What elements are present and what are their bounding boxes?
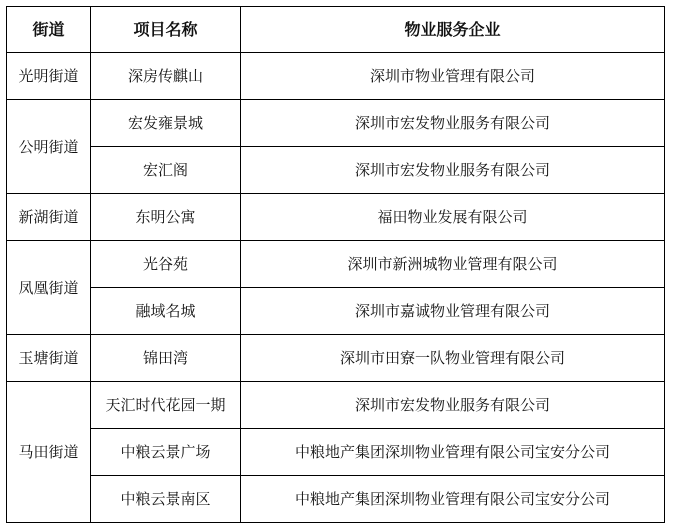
company-cell: 深圳市宏发物业服务有限公司 — [241, 147, 665, 194]
header-project: 项目名称 — [91, 7, 241, 53]
company-cell: 福田物业发展有限公司 — [241, 194, 665, 241]
header-street: 街道 — [7, 7, 91, 53]
company-cell: 深圳市田寮一队物业管理有限公司 — [241, 335, 665, 382]
street-cell: 公明街道 — [7, 100, 91, 194]
company-cell: 中粮地产集团深圳物业管理有限公司宝安分公司 — [241, 476, 665, 523]
street-cell: 玉塘街道 — [7, 335, 91, 382]
property-service-table — [6, 6, 665, 523]
table-row — [7, 429, 665, 476]
project-cell: 中粮云景南区 — [91, 476, 241, 523]
project-cell: 中粮云景广场 — [91, 429, 241, 476]
table-body — [7, 53, 665, 523]
project-cell: 融域名城 — [91, 288, 241, 335]
project-cell: 天汇时代花园一期 — [91, 382, 241, 429]
table-row — [7, 476, 665, 523]
project-cell: 锦田湾 — [91, 335, 241, 382]
street-cell: 马田街道 — [7, 382, 91, 523]
table-row — [7, 53, 665, 100]
street-cell: 光明街道 — [7, 53, 91, 100]
company-cell: 深圳市嘉诚物业管理有限公司 — [241, 288, 665, 335]
company-cell: 深圳市新洲城物业管理有限公司 — [241, 241, 665, 288]
company-cell: 中粮地产集团深圳物业管理有限公司宝安分公司 — [241, 429, 665, 476]
project-cell: 光谷苑 — [91, 241, 241, 288]
header-company: 物业服务企业 — [241, 7, 665, 53]
table-row — [7, 382, 665, 429]
table-row — [7, 100, 665, 147]
project-cell: 东明公寓 — [91, 194, 241, 241]
header-row — [7, 7, 665, 53]
table-row — [7, 335, 665, 382]
project-cell: 深房传麒山 — [91, 53, 241, 100]
table-row — [7, 194, 665, 241]
street-cell: 新湖街道 — [7, 194, 91, 241]
street-cell: 凤凰街道 — [7, 241, 91, 335]
project-cell: 宏汇阁 — [91, 147, 241, 194]
company-cell: 深圳市物业管理有限公司 — [241, 53, 665, 100]
project-cell: 宏发雍景城 — [91, 100, 241, 147]
table-row — [7, 147, 665, 194]
table-row — [7, 241, 665, 288]
company-cell: 深圳市宏发物业服务有限公司 — [241, 382, 665, 429]
table-row — [7, 288, 665, 335]
company-cell: 深圳市宏发物业服务有限公司 — [241, 100, 665, 147]
